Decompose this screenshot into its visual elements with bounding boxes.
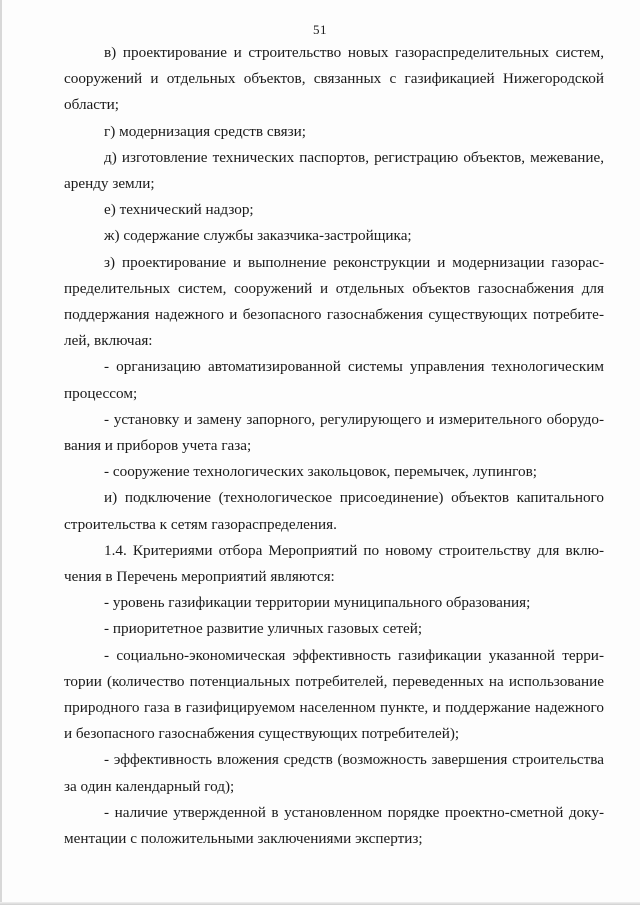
paragraph-item-z: з) проектирование и выполнение реконструкции и модернизации газораспределительных систем, сооружений и отдельных объектов газоснабжения для поддержания надежного и безопасного газоснабжения существующих потребителей, включая: [64,253,604,350]
paragraph-item-zh: ж) содержание службы заказчика-застройщика; [104,227,412,245]
paragraph-criterion-investment: - эффективность вложения средств (возможность завершения строительства за один календарный год); [64,751,604,795]
paragraph-item-e: е) технический надзор; [104,201,254,219]
paragraph-item-v: в) проектирование и строительство новых газораспределительных систем, сооружений и отдельных объектов, связанных с газификацией Нижегородской области; [64,44,604,114]
document-body [64,40,604,852]
paragraph-item-d: д) изготовление технических паспортов, регистрацию объектов, межевание, аренду земли; [64,148,604,193]
paragraph-bullet-loops: - сооружение технологических закольцовок, перемычек, лупингов; [104,463,537,481]
paragraph-item-i: и) подключение (технологическое присоединение) объектов капитального строительства к сетям газораспределения. [64,489,604,533]
paragraph-criterion-level: - уровень газификации территории муниципального образования; [104,594,531,612]
scan-edge-left [0,0,2,905]
paragraph-criterion-socio-economic: - социально-экономическая эффективность газификации указанной территории (количество потенциальных потребителей, переведенных на использование природного газа в газифицируемом населенном пункте, и поддержание надежного и безопасного газоснабжения существующих потребителей); [64,646,604,743]
paragraph-criterion-documentation: - наличие утвержденной в установленном порядке проектно-сметной документации с положительными заключениями экспертиз; [64,803,604,848]
paragraph-criterion-street-networks: - приоритетное развитие уличных газовых сетей; [104,620,423,638]
paragraph-item-g: г) модернизация средств связи; [104,122,306,140]
paragraph-bullet-equipment: - установку и замену запорного, регулирующего и измерительного оборудования и приборов учета газа; [64,410,604,455]
page-number: 51 [313,22,327,37]
paragraph-bullet-asu: - организацию автоматизированной системы управления технологическим процессом; [64,358,604,402]
paragraph-section-1-4: 1.4. Критериями отбора Мероприятий по новому строительству для включения в Перечень мероприятий являются: [64,541,604,586]
